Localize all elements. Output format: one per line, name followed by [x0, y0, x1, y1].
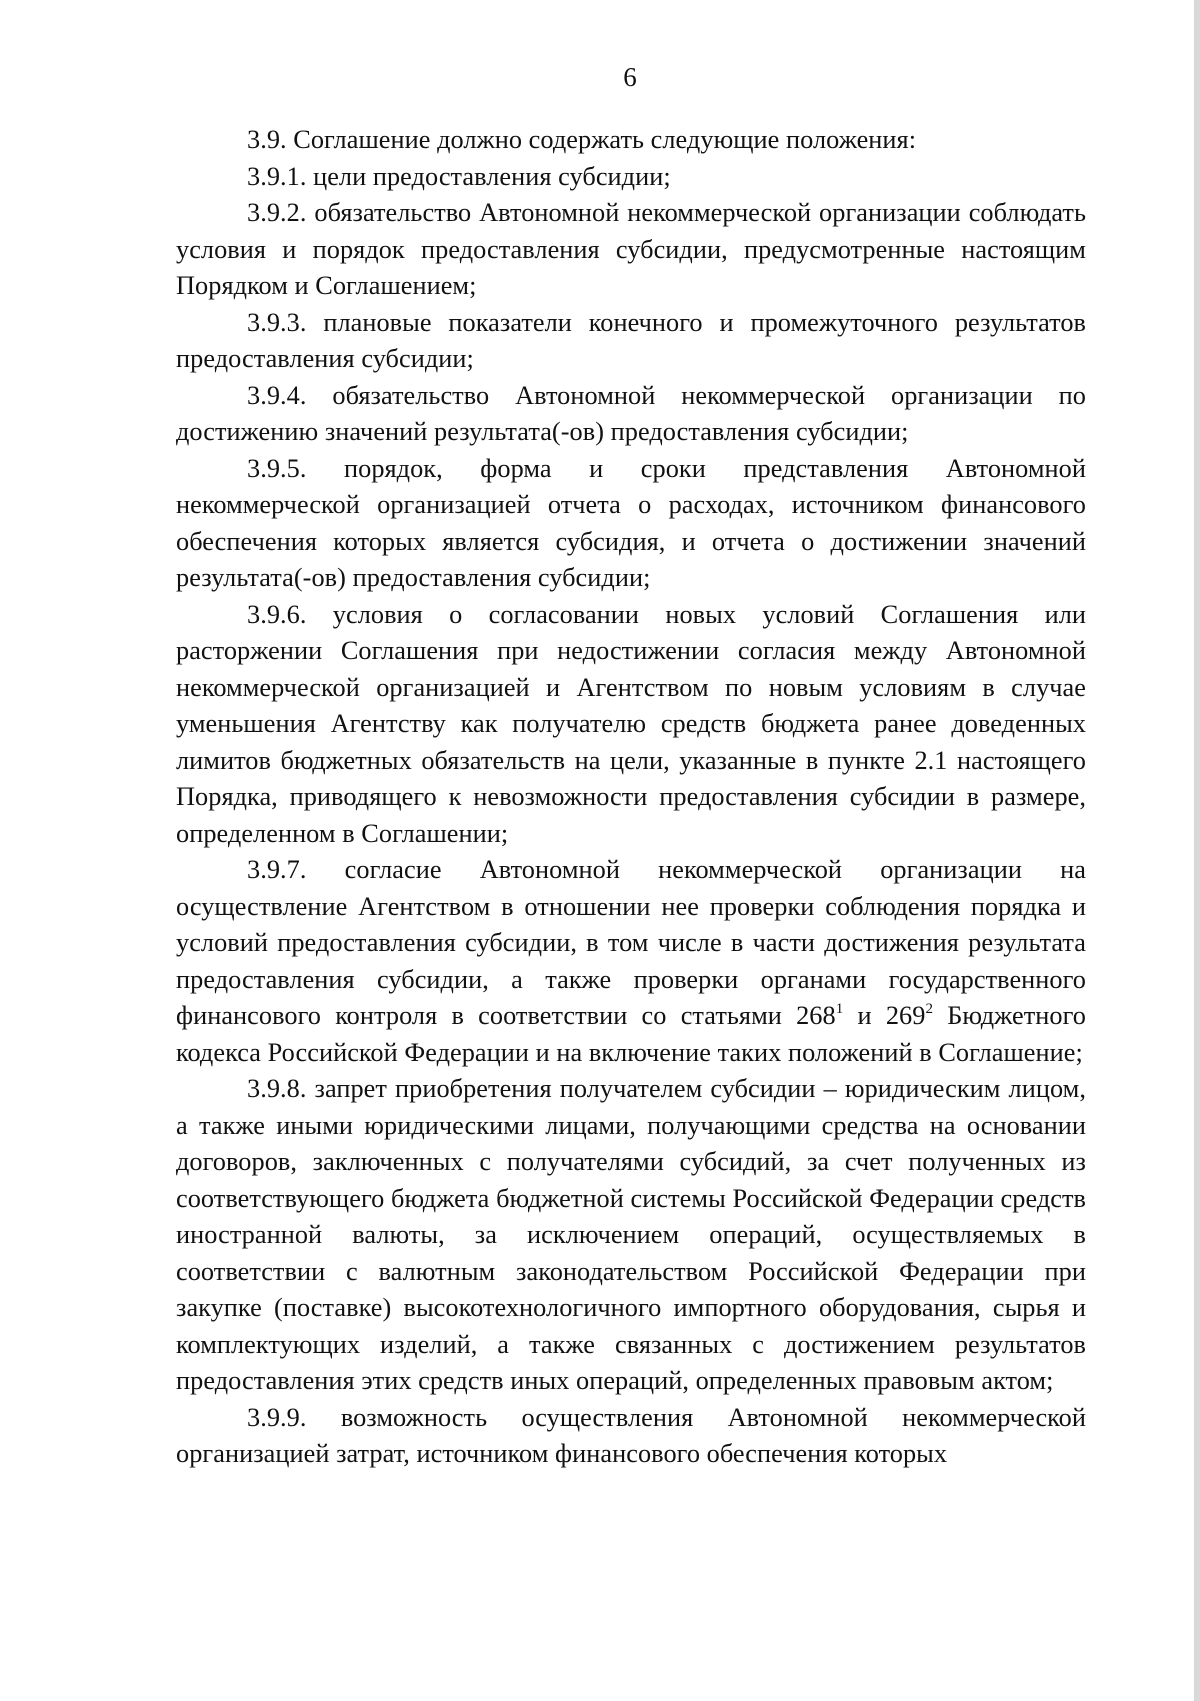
paragraph-3-9-7	[176, 852, 1086, 1071]
paragraph-3-9: 3.9. Соглашение должно содержать следующие положения:	[247, 125, 917, 154]
paragraph-3-9-5: 3.9.5. порядок, форма и сроки представления Автономной некоммерческой организацией отчета о расходах, источником финансового обеспечения которых является субсидия, и отчета о достижении значений результата(-ов) предоставления субсидии;	[176, 453, 1086, 592]
paragraph-3-9-8: 3.9.8. запрет приобретения получателем субсидии – юридическим лицом, а также иными юридическими лицами, получающими средства на основании договоров, заключенных с получателями субсидий, за счет полученных из соответствующего бюджета бюджетной системы Российской Федерации средств иностранной валюты, за исключением операций, осуществляемых в соответствии с валютным законодательством Российской Федерации при закупке (поставке) высокотехнологичного импортного оборудования, сырья и комплектующих изделий, а также связанных с достижением результатов предоставления этих средств иных операций, определенных правовым актом;	[176, 1074, 1086, 1395]
page-number: 6	[623, 62, 637, 92]
paragraph-3-9-7-text-after: Бюджетного кодекса Российской Федерации и на включение таких положений в Соглашение;	[176, 1001, 1087, 1067]
paragraph-3-9-3: 3.9.3. плановые показатели конечного и промежуточного результатов предоставления субсидии;	[176, 307, 1086, 373]
scan-edge	[1194, 0, 1200, 1701]
paragraph-3-9-2: 3.9.2. обязательство Автономной некоммерческой организации соблюдать условия и порядок предоставления субсидии, предусмотренные настоящим Порядком и Соглашением;	[176, 198, 1086, 300]
paragraph-3-9-7-text-middle: и 269	[843, 1001, 926, 1030]
superscript-article-269: 2	[925, 1001, 933, 1017]
paragraph-3-9-7-text-before: 3.9.7. согласие Автономной некоммерческой организации на осуществление Агентством в отношении нее проверки соблюдения порядка и условий предоставления субсидии, в том числе в части достижения результата предоставления субсидии, а также проверки органами государственного финансового контроля в соответствии со статьями 268	[176, 855, 1086, 1030]
paragraph-3-9-9: 3.9.9. возможность осуществления Автономной некоммерческой организацией затрат, источником финансового обеспечения которых	[176, 1402, 1086, 1468]
paragraph-3-9-4: 3.9.4. обязательство Автономной некоммерческой организации по достижению значений результата(-ов) предоставления субсидии;	[176, 380, 1086, 446]
paragraph-3-9-6: 3.9.6. условия о согласовании новых условий Соглашения или расторжении Соглашения при недостижении согласия между Автономной некоммерческой организацией и Агентством по новым условиям в случае уменьшения Агентству как получателю средств бюджета ранее доведенных лимитов бюджетных обязательств на цели, указанные в пункте 2.1 настоящего Порядка, приводящего к невозможности предоставления субсидии в размере, определенном в Соглашении;	[176, 599, 1086, 848]
paragraph-3-9-1: 3.9.1. цели предоставления субсидии;	[247, 161, 671, 191]
superscript-article-268: 1	[835, 1001, 844, 1017]
document-body	[176, 122, 1086, 1473]
